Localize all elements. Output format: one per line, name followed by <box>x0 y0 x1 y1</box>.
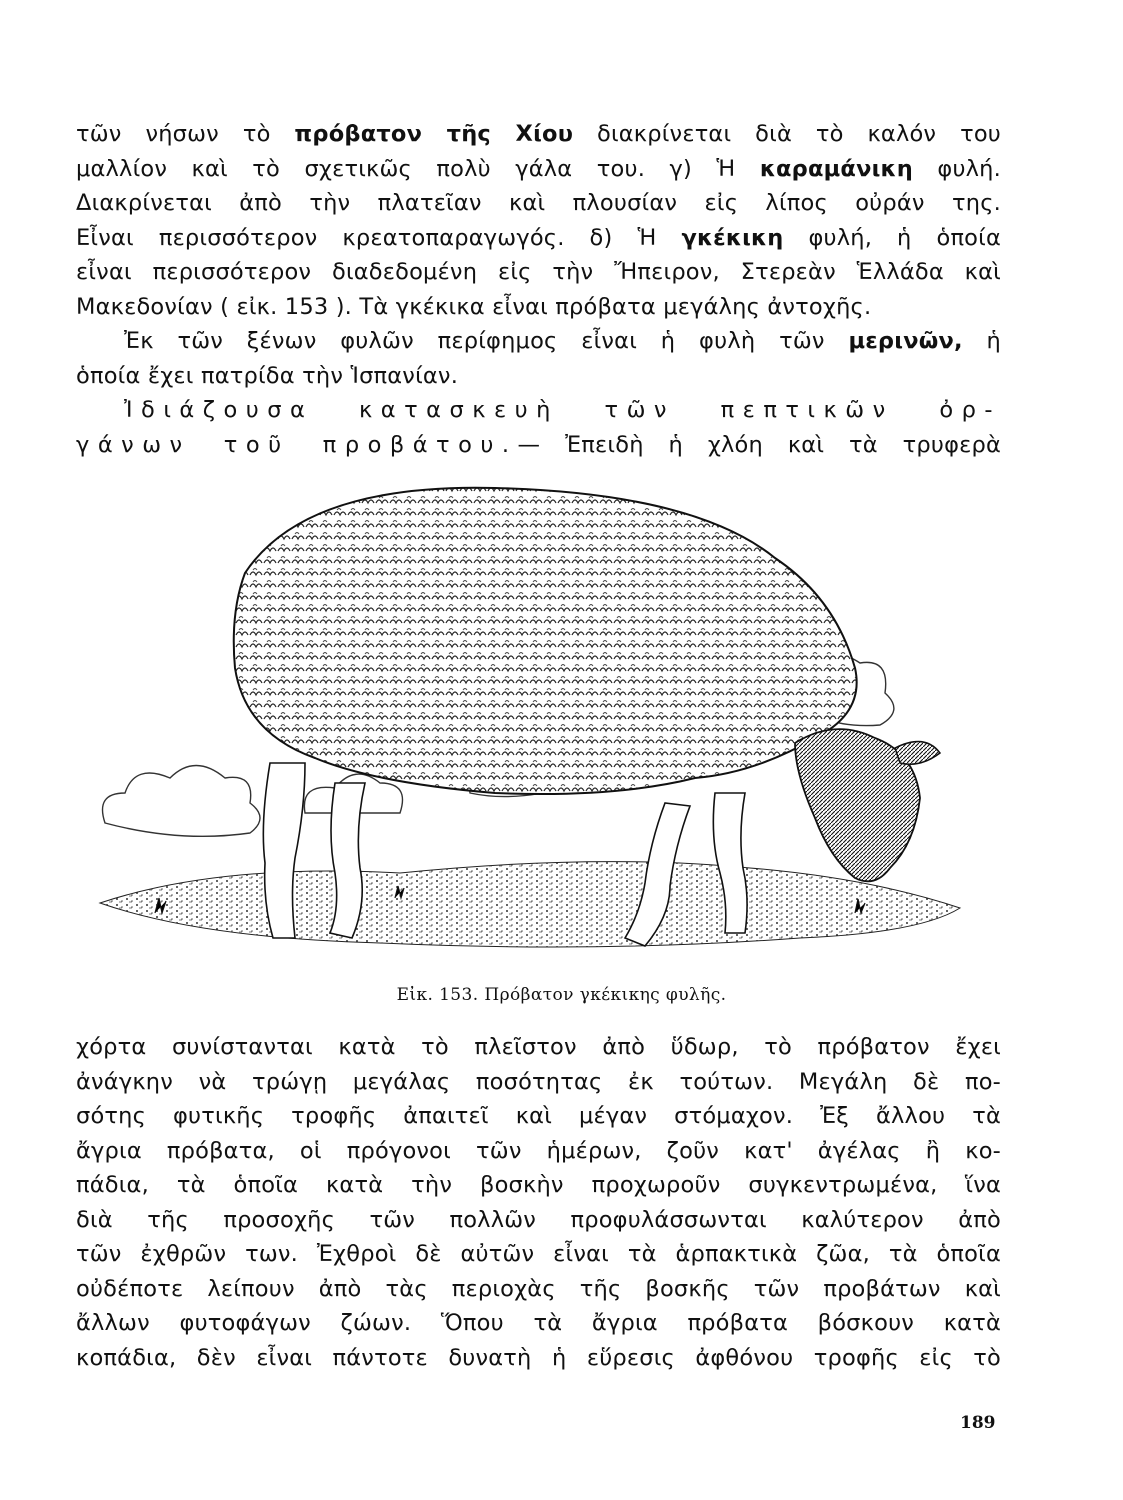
text-line <box>76 290 1001 325</box>
text-run: φυλή. <box>912 155 1001 182</box>
sheep-ear <box>895 742 940 765</box>
bold-term-karamaniki: καραμάνικη <box>759 155 913 182</box>
text-line <box>76 221 1001 256</box>
text-run: Ἐκ τῶν ξένων φυλῶν περίφημος εἶναι ἡ φυλὴ τῶν <box>124 328 849 354</box>
text-line: σότης φυτικῆς τροφῆς ἀπαιτεῖ καὶ μέγαν στόμαχον. Ἐξ ἄλλου τὰ <box>76 1103 1001 1129</box>
text-line <box>76 117 1001 152</box>
bottom-paragraph <box>76 1030 1001 1375</box>
section-heading-line <box>76 393 1001 428</box>
text-run: μαλλίον καὶ τὸ σχετικῶς πολὺ γάλα του. γ) Ἡ <box>76 155 760 182</box>
text-run: Μακεδονίαν ( εἰκ. 153 ). Τὰ γκέκικα εἶναι πρόβατα μεγάλης ἀντοχῆς. <box>76 293 872 320</box>
bold-term-merino: μερινῶν, <box>848 328 963 354</box>
figure-caption: Εἰκ. 153. Πρόβατον γκέκικης φυλῆς. <box>396 985 727 1005</box>
sheep-body <box>234 488 857 794</box>
top-paragraphs <box>76 117 1001 462</box>
text-line <box>76 186 1001 221</box>
text-run: εἶναι περισσότερον διαδεδομένη εἰς τὴν Ἤπειρον, Στερεὰν Ἑλλάδα καὶ <box>76 259 1001 285</box>
bold-term-gkekiki: γκέκικη <box>681 224 784 251</box>
text-line: ἄγρια πρόβατα, οἱ πρόγονοι τῶν ἡμέρων, ζοῦν κατ' ἀγέλας ἢ κο- <box>76 1137 1001 1164</box>
text-run: ὁποία ἔχει πατρίδα τὴν Ἱσπανίαν. <box>76 362 459 389</box>
ground <box>100 862 960 947</box>
text-line: τῶν ἐχθρῶν των. Ἐχθροὶ δὲ αὐτῶν εἶναι τὰ ἁρπακτικὰ ζῶα, τὰ ὁποῖα <box>76 1241 1001 1267</box>
section-heading-text: Ἰδιάζουσα κατασκευὴ τῶν πεπτικῶν ὀρ- <box>124 397 1001 423</box>
text-run: Εἶναι περισσότερον κρεατοπαραγωγός. δ) Ἡ <box>76 224 682 251</box>
text-run: — Ἐπειδὴ ἡ χλόη καὶ τὰ τρυφερὰ <box>517 431 1001 458</box>
text-run: ἡ <box>962 328 1001 354</box>
text-line <box>76 152 1001 187</box>
bold-term-chios-sheep: πρόβατον τῆς Χίου <box>294 121 574 147</box>
section-heading-text: γάνων τοῦ προβάτου. <box>76 431 518 458</box>
text-run: διακρίνεται διὰ τὸ καλόν του <box>573 121 1002 147</box>
text-line <box>76 324 1001 359</box>
text-line: κοπάδια, δὲν εἶναι πάντοτε δυνατὴ ἡ εὕρεσις ἀφθόνου τροφῆς εἰς τὸ <box>76 1344 1001 1371</box>
text-line <box>76 255 1001 290</box>
text-line: πάδια, τὰ ὁποῖα κατὰ τὴν βοσκὴν προχωροῦν συγκεντρωμένα, ἵνα <box>76 1172 1001 1198</box>
text-run: τῶν νήσων τὸ <box>76 121 295 147</box>
text-line: οὐδέποτε λείπουν ἀπὸ τὰς περιοχὰς τῆς βοσκῆς τῶν προβάτων καὶ <box>76 1275 1001 1302</box>
text-run: φυλή, ἡ ὁποία <box>783 224 1001 251</box>
text-run: Διακρίνεται ἀπὸ τὴν πλατεῖαν καὶ πλουσίαν εἰς λίπος οὐράν της. <box>76 190 1001 216</box>
text-line: διὰ τῆς προσοχῆς τῶν πολλῶν προφυλάσσωνται καλύτερον ἀπὸ <box>76 1206 1001 1233</box>
text-line <box>76 428 1001 463</box>
text-line <box>76 359 1001 394</box>
page-number: 189 <box>960 1413 996 1433</box>
sheep-engraving-icon <box>95 483 975 978</box>
text-line: ἀνάγκην νὰ τρώγῃ μεγάλας ποσότητας ἐκ τούτων. Μεγάλη δὲ πο- <box>76 1068 1001 1095</box>
text-line: χόρτα συνίστανται κατὰ τὸ πλεῖστον ἀπὸ ὕδωρ, τὸ πρόβατον ἔχει <box>76 1034 1001 1060</box>
text-line: ἄλλων φυτοφάγων ζώων. Ὅπου τὰ ἄγρια πρόβατα βόσκουν κατὰ <box>76 1310 1001 1336</box>
